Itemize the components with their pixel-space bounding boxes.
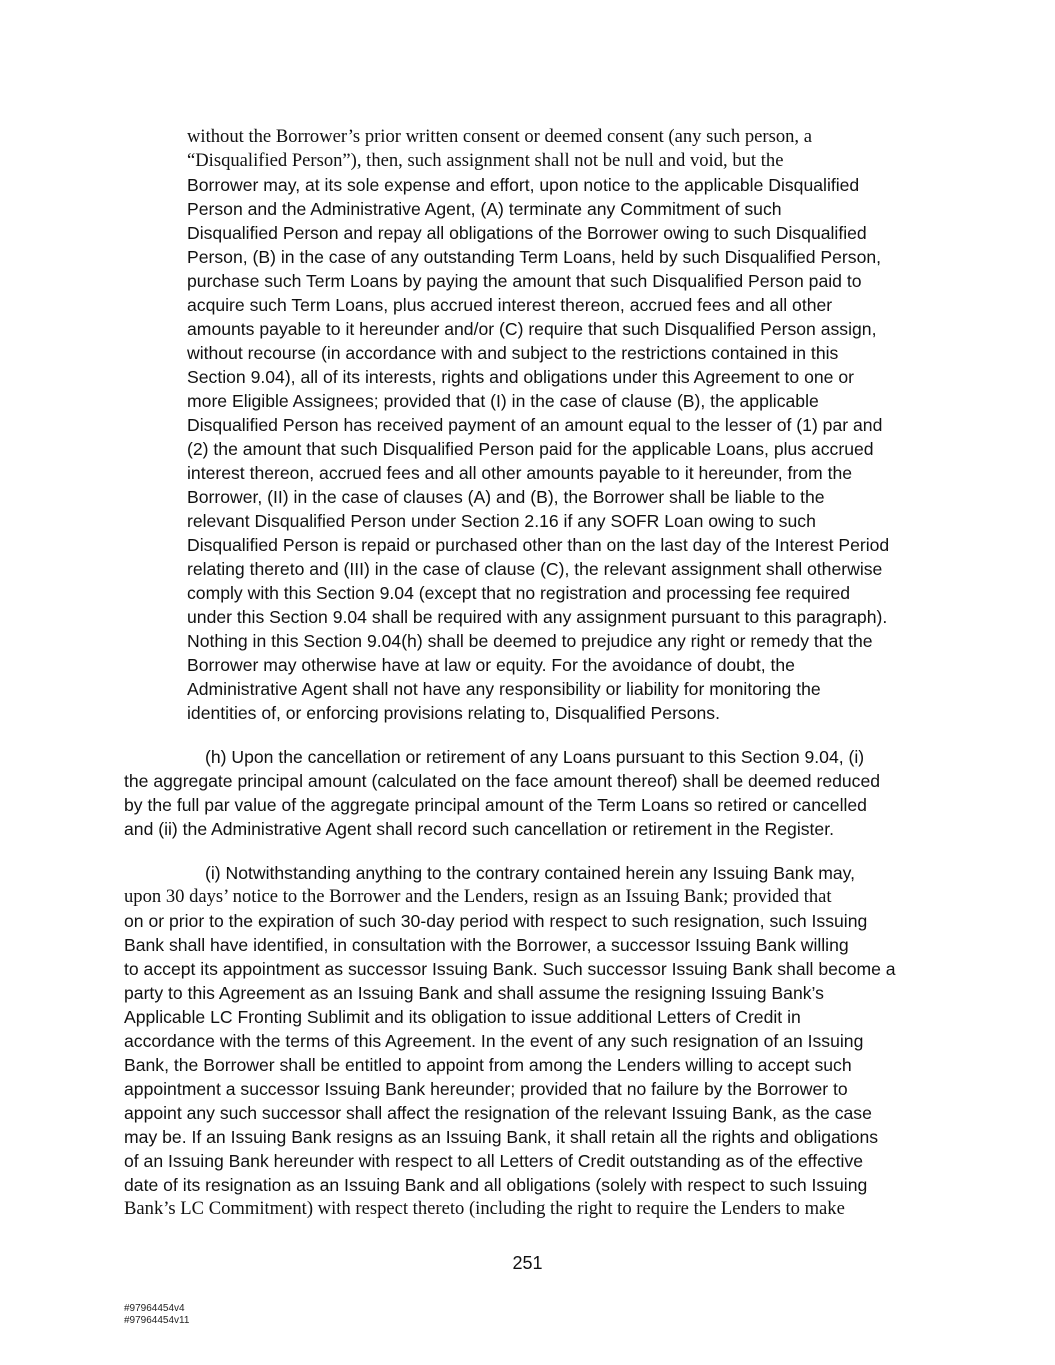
text-line: of an Issuing Bank hereunder with respect to all Letters of Credit outstanding as of the effective (124, 1151, 864, 1171)
text-line: Bank shall have identified, in consultation with the Borrower, a successor Issuing Bank willing (124, 935, 849, 955)
text-line: “Disqualified Person”), then, such assignment shall not be null and void, but the (187, 150, 784, 171)
text-line: (h) Upon the cancellation or retirement of any Loans pursuant to this Section 9.04, (i) (205, 747, 865, 767)
text-line: relating thereto and (III) in the case of clause (C), the relevant assignment shall otherwise (187, 559, 883, 579)
text-line: Disqualified Person is repaid or purchased other than on the last day of the Interest Period (187, 535, 890, 555)
text-line: Bank’s LC Commitment) with respect thereto (including the right to require the Lenders to make (124, 1198, 845, 1219)
text-line: amounts payable to it hereunder and/or (C) require that such Disqualified Person assign, (187, 319, 877, 339)
page-number: 251 (512, 1253, 543, 1273)
text-line: (2) the amount that such Disqualified Person paid for the applicable Loans, plus accrued (187, 439, 874, 459)
text-line: may be. If an Issuing Bank resigns as an Issuing Bank, it shall retain all the rights and obligations (124, 1127, 879, 1147)
text-line: acquire such Term Loans, plus accrued interest thereon, accrued fees and all other (187, 295, 833, 315)
text-line: comply with this Section 9.04 (except that no registration and processing fee required (187, 583, 851, 603)
text-line: on or prior to the expiration of such 30-day period with respect to such resignation, such Issuing (124, 911, 868, 931)
text-line: accordance with the terms of this Agreement. In the event of any such resignation of an Issuing (124, 1031, 864, 1051)
text-line: Section 9.04), all of its interests, rights and obligations under this Agreement to one or (187, 367, 854, 387)
document-id: #97964454v4 (124, 1303, 185, 1314)
text-line: Disqualified Person and repay all obligations of the Borrower owing to such Disqualified (187, 223, 867, 243)
text-line: under this Section 9.04 shall be required with any assignment pursuant to this paragraph). (187, 607, 888, 627)
text-line: Nothing in this Section 9.04(h) shall be deemed to prejudice any right or remedy that the (187, 631, 873, 651)
text-line: purchase such Term Loans by paying the amount that such Disqualified Person paid to (187, 271, 862, 291)
text-line: Borrower may, at its sole expense and effort, upon notice to the applicable Disqualified (187, 175, 860, 195)
text-line: (i) Notwithstanding anything to the contrary contained herein any Issuing Bank may, (205, 863, 856, 883)
text-line: without the Borrower’s prior written consent or deemed consent (any such person, a (187, 126, 812, 147)
text-line: by the full par value of the aggregate principal amount of the Term Loans so retired or cancelled (124, 795, 867, 815)
text-line: Administrative Agent shall not have any responsibility or liability for monitoring the (187, 679, 821, 699)
text-line: identities of, or enforcing provisions relating to, Disqualified Persons. (187, 703, 720, 723)
text-line: without recourse (in accordance with and subject to the restrictions contained in this (187, 343, 839, 363)
text-line: Bank, the Borrower shall be entitled to appoint from among the Lenders willing to accept such (124, 1055, 852, 1075)
text-line: the aggregate principal amount (calculated on the face amount thereof) shall be deemed reduced (124, 771, 881, 791)
document-id: #97964454v11 (124, 1315, 190, 1326)
text-line: Applicable LC Fronting Sublimit and its obligation to issue additional Letters of Credit in (124, 1007, 801, 1027)
text-line: and (ii) the Administrative Agent shall record such cancellation or retirement in the Register. (124, 819, 834, 839)
text-line: Person, (B) in the case of any outstanding Term Loans, held by such Disqualified Person, (187, 247, 882, 267)
text-line: appoint any such successor shall affect the resignation of the relevant Issuing Bank, as the case (124, 1103, 872, 1123)
text-line: upon 30 days’ notice to the Borrower and the Lenders, resign as an Issuing Bank; provided that (124, 886, 832, 907)
text-line: Borrower, (II) in the case of clauses (A) and (B), the Borrower shall be liable to the (187, 487, 825, 507)
text-line: relevant Disqualified Person under Section 2.16 if any SOFR Loan owing to such (187, 511, 816, 531)
text-line: Borrower may otherwise have at law or equity. For the avoidance of doubt, the (187, 655, 795, 675)
text-line: interest thereon, accrued fees and all other amounts payable to it hereunder, from the (187, 463, 853, 483)
text-line: Disqualified Person has received payment of an amount equal to the lesser of (1) par and (187, 415, 883, 435)
text-line: more Eligible Assignees; provided that (I) in the case of clause (B), the applicable (187, 391, 819, 411)
text-line: party to this Agreement as an Issuing Bank and shall assume the resigning Issuing Bank’s (124, 983, 824, 1003)
text-line: Person and the Administrative Agent, (A) terminate any Commitment of such (187, 199, 782, 219)
text-line: appointment a successor Issuing Bank hereunder; provided that no failure by the Borrower to (124, 1079, 848, 1099)
text-line: to accept its appointment as successor Issuing Bank. Such successor Issuing Bank shall become a (124, 959, 896, 979)
text-line: date of its resignation as an Issuing Bank and all obligations (solely with respect to such Issuing (124, 1175, 868, 1195)
